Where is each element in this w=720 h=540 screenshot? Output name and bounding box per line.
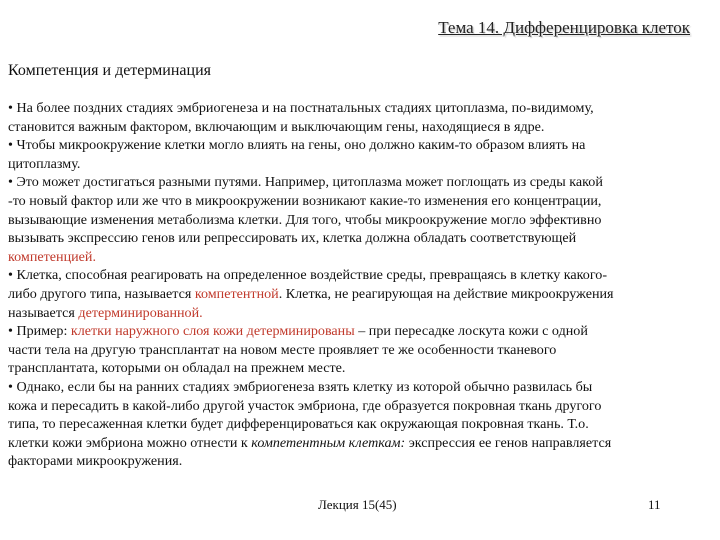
slide-topic-title: Тема 14. Дифференцировка клеток: [438, 18, 690, 37]
body-line: • Однако, если бы на ранних стадиях эмбриогенеза взять клетку из которой обычно развилась бы: [8, 378, 593, 395]
body-line: становится важным фактором, включающим и выключающим гены, находящиеся в ядре.: [8, 118, 545, 135]
example-highlight: клетки наружного слоя кожи детерминированы: [70, 323, 355, 340]
term-competence: компетенцией.: [8, 248, 96, 265]
body-line: • Клетка, способная реагировать на определенное воздействие среды, превращаясь в клетку какого-: [8, 267, 608, 284]
body-line: [8, 434, 714, 453]
body-line: вызывать экспрессию генов или репрессировать их, клетка должна обладать соответствующей: [8, 230, 577, 247]
body-line: кожа и пересадить в какой-либо другой участок эмбриона, где образуется покровная ткань другого: [8, 397, 602, 414]
body-line: • Это может достигаться разными путями. Например, цитоплазма может поглощать из среды какой: [8, 174, 603, 191]
body-line: вызывающие изменения метаболизма клетки. Для того, чтобы микроокружение могло эффективно: [8, 211, 602, 228]
body-line: цитоплазму.: [8, 155, 81, 172]
body-line: • Чтобы микроокружение клетки могло влиять на гены, оно должно каким-то образом влиять на: [8, 137, 586, 154]
body-line: [8, 322, 714, 341]
body-line: типа, то пересаженная клетки будет дифференцироваться как окружающая покровная ткань. Т.о.: [8, 416, 589, 433]
body-line: [8, 285, 714, 304]
body-text: – при пересадке лоскута кожи с одной: [354, 323, 588, 340]
body-line: факторами микроокружения.: [8, 453, 183, 470]
body-text: клетки кожи эмбриона можно отнести к: [8, 434, 252, 451]
body-line: [8, 304, 714, 323]
body-line: • На более поздних стадиях эмбриогенеза и на постнатальных стадиях цитоплазма, по-видимому,: [8, 100, 594, 116]
term-competent: компетентной: [194, 285, 279, 302]
body-text: либо другого типа, называется: [8, 285, 195, 302]
body-line: трансплантата, которыми он обладал на прежнем месте.: [8, 360, 346, 377]
slide-body: [8, 99, 714, 471]
term-competent-cells: компетентным клеткам:: [251, 434, 406, 451]
section-title: Компетенция и детерминация: [8, 62, 211, 79]
term-determined: детерминированной.: [78, 304, 203, 321]
page-number: 11: [648, 497, 661, 512]
body-text: экспрессия ее генов направляется: [405, 434, 612, 451]
body-line: -то новый фактор или же что в микроокружении возникают какие-то изменения его концентрации,: [8, 192, 602, 209]
body-text: . Клетка, не реагирующая на действие микроокружения: [278, 285, 614, 302]
body-text: называется: [8, 304, 79, 321]
body-text: • Пример:: [8, 323, 71, 340]
body-line: части тела на другую трансплантат на новом месте проявляет те же особенности тканевого: [8, 341, 557, 358]
footer-lecture: Лекция 15(45): [318, 497, 397, 512]
